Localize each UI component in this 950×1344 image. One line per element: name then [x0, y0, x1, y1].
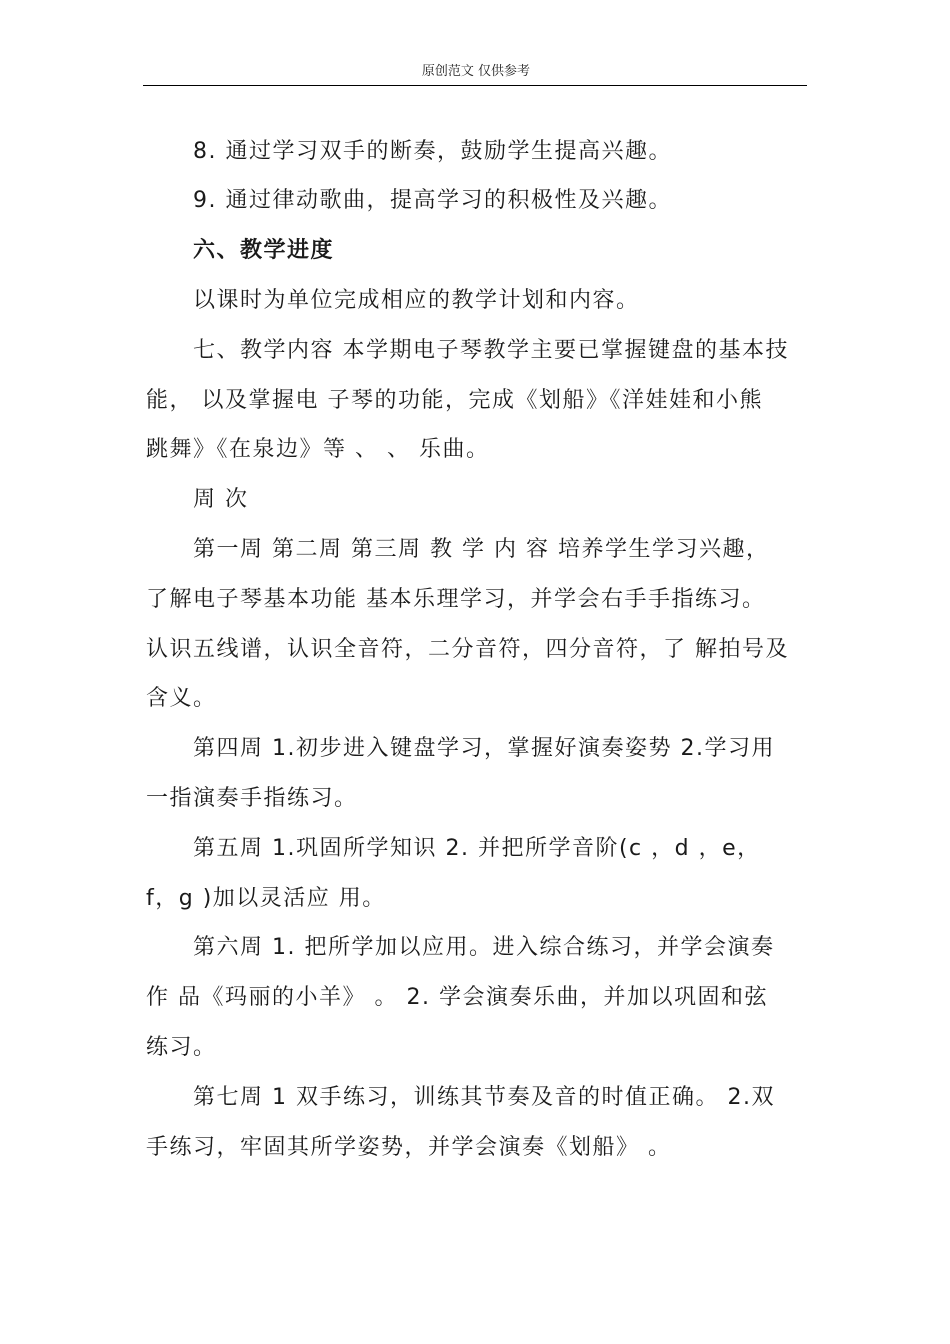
week-4-line-1: 第四周 1.初步进入键盘学习，掌握好演奏姿势 2.学习用	[193, 736, 775, 761]
paragraph-progress: 以课时为单位完成相应的教学计划和内容。	[193, 288, 640, 313]
week-6-line-3: 练习。	[146, 1035, 217, 1060]
section-heading-progress: 六、教学进度	[193, 238, 335, 263]
week-5-line-2: f，g )加以灵活应 用。	[146, 886, 386, 911]
list-item-9: 9. 通过律动歌曲，提高学习的积极性及兴趣。	[193, 188, 672, 213]
paragraph-content-line-2: 能， 以及掌握电 子琴的功能，完成《划船》《洋娃娃和小熊	[146, 388, 763, 413]
week-6-line-2: 作 品《玛丽的小羊》 。 2. 学会演奏乐曲，并加以巩固和弦	[146, 985, 768, 1010]
week-4-line-2: 一指演奏手指练习。	[146, 786, 358, 811]
week-label: 周 次	[193, 487, 249, 512]
week-7-line-2: 手练习，牢固其所学姿势，并学会演奏《划船》 。	[146, 1135, 672, 1160]
paragraph-content-line-1: 七、教学内容 本学期电子琴教学主要已掌握键盘的基本技	[193, 338, 789, 363]
weeks-1-3-line-3: 认识五线谱，认识全音符，二分音符，四分音符，了 解拍号及	[146, 637, 789, 662]
paragraph-content-line-3: 跳舞》《在泉边》等 、 、 乐曲。	[146, 437, 490, 462]
week-5-line-1: 第五周 1.巩固所学知识 2. 并把所学音阶(c ，d ，e，	[193, 836, 761, 861]
week-6-line-1: 第六周 1. 把所学加以应用。进入综合练习，并学会演奏	[193, 935, 775, 960]
weeks-1-3-line-4: 含义。	[146, 686, 217, 711]
weeks-1-3-line-2: 了解电子琴基本功能 基本乐理学习，并学会右手手指练习。	[146, 587, 766, 612]
week-7-line-1: 第七周 1 双手练习，训练其节奏及音的时值正确。 2.双	[193, 1085, 775, 1110]
list-item-8: 8. 通过学习双手的断奏，鼓励学生提高兴趣。	[193, 139, 672, 164]
page-header: 原创范文 仅供参考	[421, 64, 531, 79]
header-divider	[143, 85, 807, 86]
weeks-1-3-line-1: 第一周 第二周 第三周 教 学 内 容 培养学生学习兴趣，	[193, 537, 770, 562]
